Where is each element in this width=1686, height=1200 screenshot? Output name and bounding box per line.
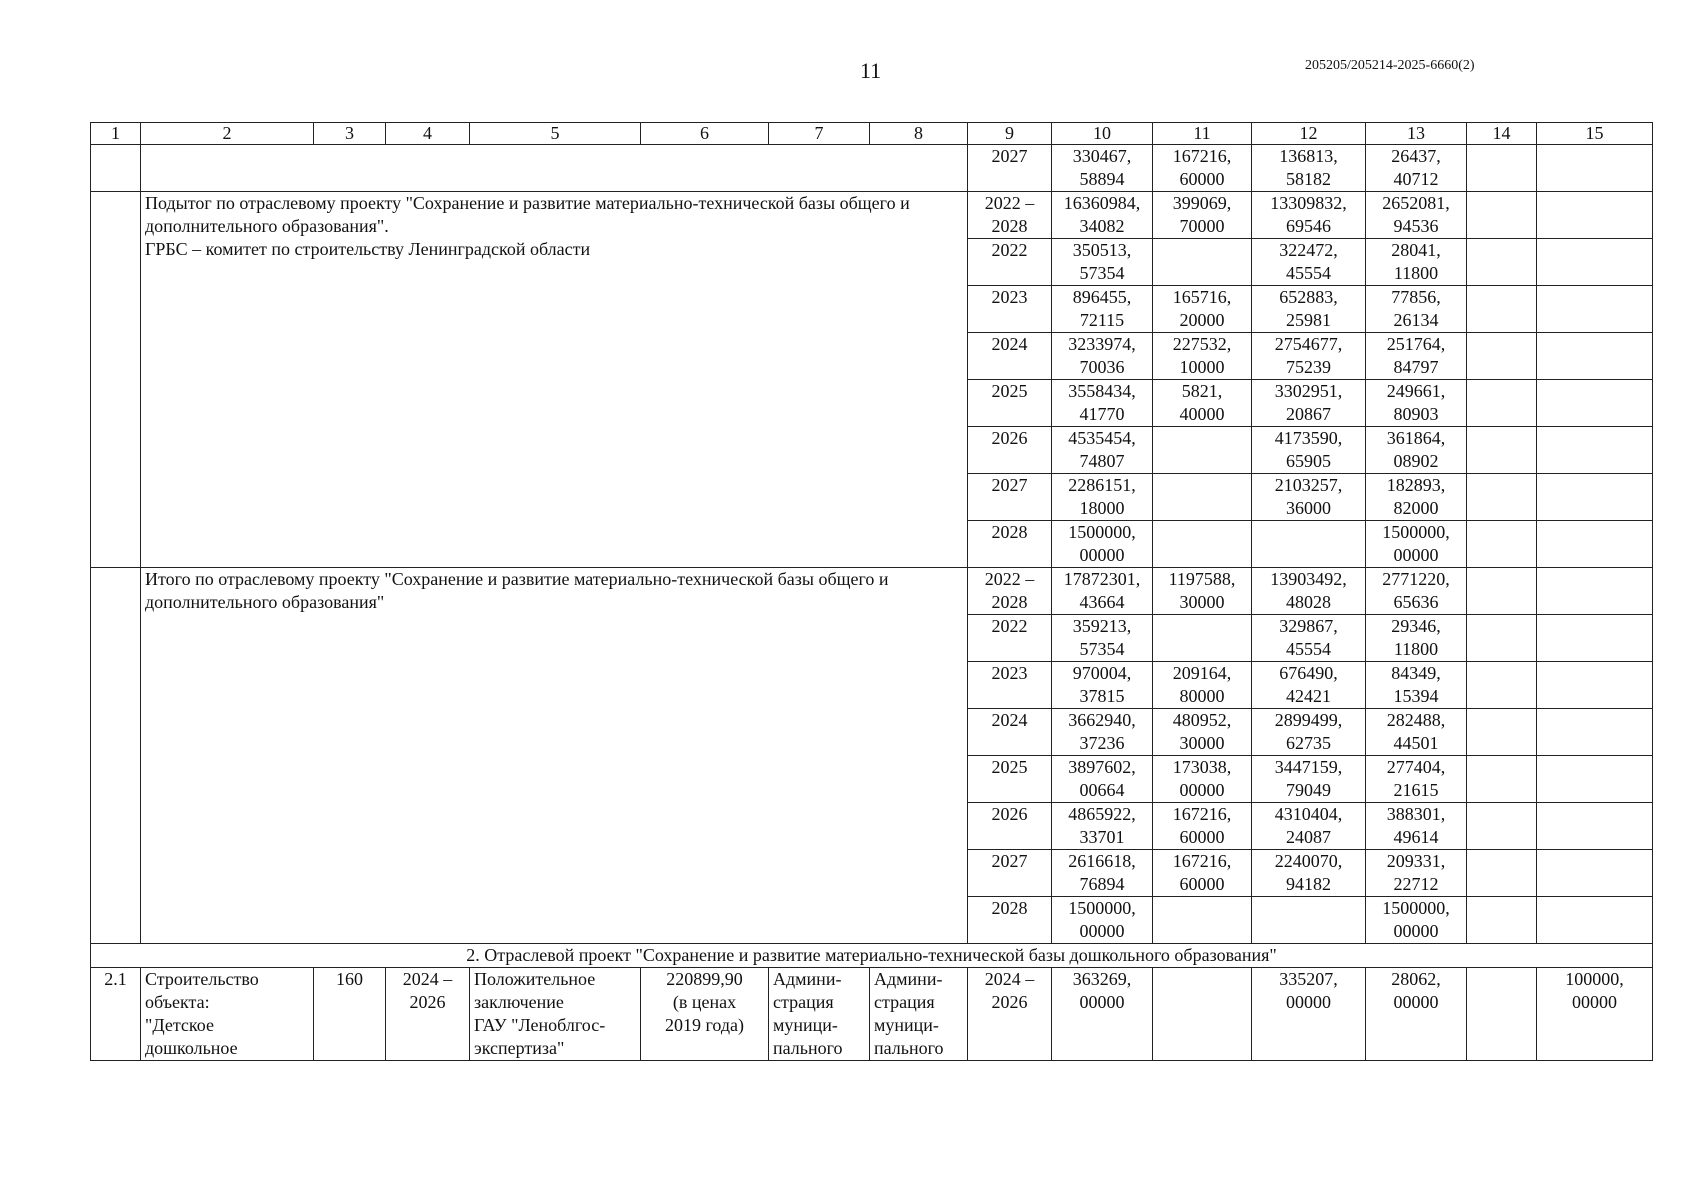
year-cell: 2022 – 2028	[968, 192, 1052, 239]
amount-cell: 329867, 45554	[1252, 615, 1366, 662]
amount-cell: 29346, 11800	[1366, 615, 1467, 662]
year-cell: 2027	[968, 474, 1052, 521]
amount-cell: 480952, 30000	[1153, 709, 1252, 756]
amount-cell: 2286151, 18000	[1052, 474, 1153, 521]
year-cell: 2023	[968, 286, 1052, 333]
amount-cell: 13903492, 48028	[1252, 568, 1366, 615]
empty-cell	[1467, 333, 1537, 380]
amount-cell: 167216, 60000	[1153, 145, 1252, 192]
amount-cell: 399069, 70000	[1153, 192, 1252, 239]
empty-cell	[1537, 239, 1653, 286]
amount-cell: 676490, 42421	[1252, 662, 1366, 709]
amount-cell: 167216, 60000	[1153, 850, 1252, 897]
amount-cell: 136813, 58182	[1252, 145, 1366, 192]
column-header: 11	[1153, 123, 1252, 145]
year-cell: 2024	[968, 709, 1052, 756]
column-header: 1	[91, 123, 141, 145]
developer-cell: Админи- страция муници- пального	[870, 968, 968, 1061]
year-cell: 2028	[968, 897, 1052, 944]
amount-cell: 282488, 44501	[1366, 709, 1467, 756]
amount-cell: 100000, 00000	[1537, 968, 1653, 1061]
year-cell: 2027	[968, 145, 1052, 192]
amount-cell: 388301, 49614	[1366, 803, 1467, 850]
empty-cell	[1537, 192, 1653, 239]
empty-cell	[1537, 286, 1653, 333]
amount-cell: 3897602, 00664	[1052, 756, 1153, 803]
empty-cell	[1537, 803, 1653, 850]
amount-cell: 16360984, 34082	[1052, 192, 1153, 239]
amount-cell	[1252, 897, 1366, 944]
period-cell: 2024 – 2026	[386, 968, 470, 1061]
column-header: 15	[1537, 123, 1653, 145]
total-label: Итого по отраслевому проекту "Сохранение и развитие материально-технической базы общего и дополнительного образования"	[141, 568, 968, 944]
empty-cell	[1537, 474, 1653, 521]
budget-table	[90, 122, 1653, 1061]
amount-cell: 1197588, 30000	[1153, 568, 1252, 615]
amount-cell: 322472, 45554	[1252, 239, 1366, 286]
amount-cell: 970004, 37815	[1052, 662, 1153, 709]
customer-cell: Админи- страция муници- пального	[769, 968, 870, 1061]
empty-cell	[1537, 897, 1653, 944]
empty-cell	[1537, 662, 1653, 709]
amount-cell: 2771220, 65636	[1366, 568, 1467, 615]
column-header: 2	[141, 123, 314, 145]
amount-cell: 3447159, 79049	[1252, 756, 1366, 803]
table-row	[91, 145, 1653, 192]
empty-cell	[1467, 803, 1537, 850]
amount-cell: 28062, 00000	[1366, 968, 1467, 1061]
empty-cell	[91, 568, 141, 944]
column-header: 7	[769, 123, 870, 145]
column-header: 14	[1467, 123, 1537, 145]
year-cell: 2025	[968, 380, 1052, 427]
empty-cell	[1537, 756, 1653, 803]
amount-cell: 335207, 00000	[1252, 968, 1366, 1061]
amount-cell: 251764, 84797	[1366, 333, 1467, 380]
amount-cell: 1500000, 00000	[1366, 521, 1467, 568]
amount-cell: 3558434, 41770	[1052, 380, 1153, 427]
amount-cell	[1467, 968, 1537, 1061]
year-cell: 2022	[968, 615, 1052, 662]
empty-cell	[1467, 145, 1537, 192]
year-cell: 2026	[968, 803, 1052, 850]
expertise-cell: Положительное заключение ГАУ "Леноблгос- экспертиза"	[470, 968, 641, 1061]
amount-cell: 3302951, 20867	[1252, 380, 1366, 427]
empty-cell	[1467, 286, 1537, 333]
amount-cell: 227532, 10000	[1153, 333, 1252, 380]
year-cell: 2025	[968, 756, 1052, 803]
amount-cell	[1153, 897, 1252, 944]
empty-cell	[1467, 192, 1537, 239]
amount-cell: 4865922, 33701	[1052, 803, 1153, 850]
amount-cell: 277404, 21615	[1366, 756, 1467, 803]
year-cell: 2023	[968, 662, 1052, 709]
subtotal-label: Подытог по отраслевому проекту "Сохранение и развитие материально-технической базы общего и дополнительного образования". ГРБС – комитет по строительству Ленинградской области	[141, 192, 968, 568]
empty-cell	[1467, 615, 1537, 662]
amount-cell: 359213, 57354	[1052, 615, 1153, 662]
amount-cell: 652883, 25981	[1252, 286, 1366, 333]
amount-cell: 209331, 22712	[1366, 850, 1467, 897]
amount-cell: 350513, 57354	[1052, 239, 1153, 286]
column-header: 9	[968, 123, 1052, 145]
column-header: 13	[1366, 123, 1467, 145]
year-cell: 2024	[968, 333, 1052, 380]
column-header: 6	[641, 123, 769, 145]
amount-cell: 249661, 80903	[1366, 380, 1467, 427]
empty-cell	[1467, 239, 1537, 286]
empty-cell	[1467, 380, 1537, 427]
empty-cell	[1467, 521, 1537, 568]
empty-cell	[1537, 850, 1653, 897]
column-header: 5	[470, 123, 641, 145]
amount-cell: 173038, 00000	[1153, 756, 1252, 803]
object-name: Строительство объекта: "Детское дошкольное	[141, 968, 314, 1061]
amount-cell: 28041, 11800	[1366, 239, 1467, 286]
empty-cell	[91, 192, 141, 568]
amount-cell: 13309832, 69546	[1252, 192, 1366, 239]
table-row	[91, 192, 1653, 239]
capacity-cell: 160	[314, 968, 386, 1061]
amount-cell	[1153, 615, 1252, 662]
amount-cell: 363269, 00000	[1052, 968, 1153, 1061]
empty-cell	[1467, 756, 1537, 803]
column-header: 12	[1252, 123, 1366, 145]
amount-cell: 5821, 40000	[1153, 380, 1252, 427]
amount-cell: 84349, 15394	[1366, 662, 1467, 709]
year-cell: 2022 – 2028	[968, 568, 1052, 615]
amount-cell: 2103257, 36000	[1252, 474, 1366, 521]
table-row	[91, 568, 1653, 615]
section-header-row	[91, 944, 1653, 968]
document-id: 205205/205214-2025-6660(2)	[1305, 58, 1475, 73]
amount-cell: 182893, 82000	[1366, 474, 1467, 521]
amount-cell: 2652081, 94536	[1366, 192, 1467, 239]
empty-cell	[1467, 709, 1537, 756]
amount-cell: 361864, 08902	[1366, 427, 1467, 474]
empty-cell	[1537, 709, 1653, 756]
table-row	[91, 968, 1653, 1061]
empty-cell	[1467, 662, 1537, 709]
year-cell: 2027	[968, 850, 1052, 897]
amount-cell: 1500000, 00000	[1366, 897, 1467, 944]
empty-cell	[1537, 145, 1653, 192]
amount-cell	[1153, 968, 1252, 1061]
empty-cell	[1467, 850, 1537, 897]
amount-cell	[1153, 474, 1252, 521]
empty-cell	[1537, 615, 1653, 662]
empty-cell	[1537, 427, 1653, 474]
amount-cell: 1500000, 00000	[1052, 521, 1153, 568]
amount-cell	[1153, 239, 1252, 286]
empty-cell	[1537, 380, 1653, 427]
section-title: 2. Отраслевой проект "Сохранение и развитие материально-технической базы дошкольного образования"	[91, 944, 1653, 968]
empty-cell	[1537, 568, 1653, 615]
amount-cell: 1500000, 00000	[1052, 897, 1153, 944]
cost-cell: 220899,90 (в ценах 2019 года)	[641, 968, 769, 1061]
amount-cell: 4535454, 74807	[1052, 427, 1153, 474]
amount-cell	[1153, 521, 1252, 568]
empty-cell	[1537, 333, 1653, 380]
empty-cell	[1467, 474, 1537, 521]
amount-cell: 2616618, 76894	[1052, 850, 1153, 897]
amount-cell: 330467, 58894	[1052, 145, 1153, 192]
amount-cell: 4173590, 65905	[1252, 427, 1366, 474]
year-cell: 2028	[968, 521, 1052, 568]
amount-cell: 26437, 40712	[1366, 145, 1467, 192]
amount-cell: 4310404, 24087	[1252, 803, 1366, 850]
column-header: 10	[1052, 123, 1153, 145]
amount-cell: 896455, 72115	[1052, 286, 1153, 333]
column-header: 3	[314, 123, 386, 145]
amount-cell: 3233974, 70036	[1052, 333, 1153, 380]
year-cell: 2024 – 2026	[968, 968, 1052, 1061]
row-number: 2.1	[91, 968, 141, 1061]
empty-cell	[1467, 897, 1537, 944]
amount-cell	[1153, 427, 1252, 474]
year-cell: 2026	[968, 427, 1052, 474]
column-header: 8	[870, 123, 968, 145]
amount-cell: 77856, 26134	[1366, 286, 1467, 333]
amount-cell: 2899499, 62735	[1252, 709, 1366, 756]
empty-cell	[1537, 521, 1653, 568]
amount-cell: 209164, 80000	[1153, 662, 1252, 709]
amount-cell: 2240070, 94182	[1252, 850, 1366, 897]
amount-cell: 167216, 60000	[1153, 803, 1252, 850]
empty-cell	[91, 145, 141, 192]
empty-cell	[1467, 568, 1537, 615]
amount-cell	[1252, 521, 1366, 568]
empty-cell	[141, 145, 968, 192]
amount-cell: 17872301, 43664	[1052, 568, 1153, 615]
empty-cell	[1467, 427, 1537, 474]
amount-cell: 165716, 20000	[1153, 286, 1252, 333]
amount-cell: 3662940, 37236	[1052, 709, 1153, 756]
year-cell: 2022	[968, 239, 1052, 286]
column-header: 4	[386, 123, 470, 145]
column-number-row	[91, 123, 1653, 145]
page-number: 11	[860, 58, 882, 83]
amount-cell: 2754677, 75239	[1252, 333, 1366, 380]
